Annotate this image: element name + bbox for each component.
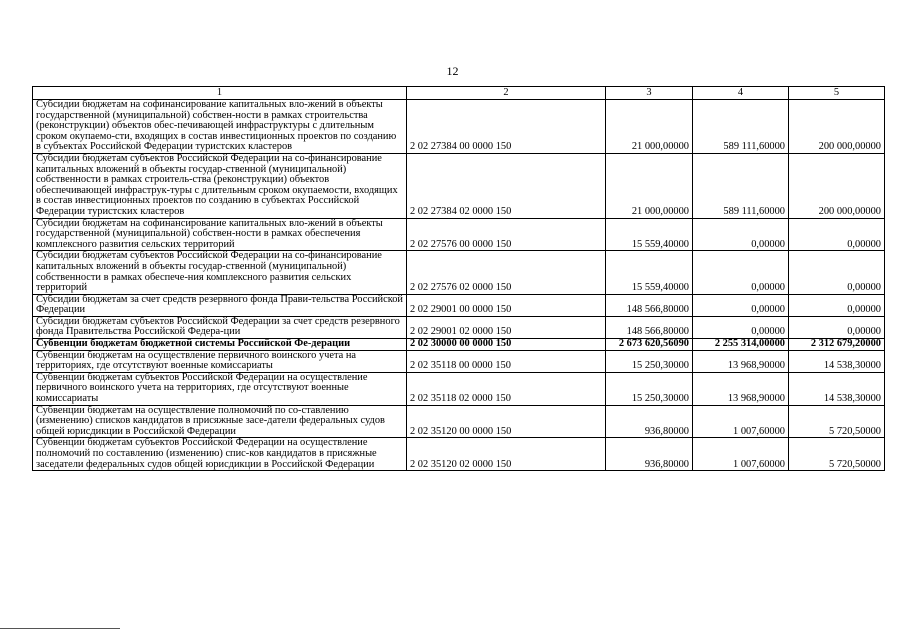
row-value-4-cell: 13 968,90000 bbox=[693, 350, 789, 372]
row-value-3-cell: 21 000,00000 bbox=[606, 100, 693, 154]
row-code-cell: 2 02 30000 00 0000 150 bbox=[407, 339, 606, 351]
row-value-4-cell: 1 007,60000 bbox=[693, 405, 789, 438]
row-value-5-cell: 200 000,00000 bbox=[789, 100, 885, 154]
row-value-5-cell: 0,00000 bbox=[789, 294, 885, 316]
row-name-cell: Субсидии бюджетам субъектов Российской Федерации за счет средств резервного фонда Правительства Российской Федера-ции bbox=[33, 316, 407, 338]
row-value-5-cell: 200 000,00000 bbox=[789, 153, 885, 218]
row-name-cell: Субсидии бюджетам на софинансирование капитальных вло-жений в объекты государственной (муниципальной) собствен-ности в рамках обеспечения комплексного развития сельских территорий bbox=[33, 218, 407, 251]
row-value-4-cell: 0,00000 bbox=[693, 316, 789, 338]
page-number: 12 bbox=[446, 64, 459, 78]
row-name-cell: Субсидии бюджетам за счет средств резервного фонда Прави-тельства Российской Федерации bbox=[33, 294, 407, 316]
row-value-4-cell: 0,00000 bbox=[693, 251, 789, 294]
row-name-cell: Субвенции бюджетам субъектов Российской Федерации на осуществление полномочий по составлению (изменению) спис-ков кандидатов в присяжные заседатели федеральных судов общей юрисдикции в Российской Федерации bbox=[33, 438, 407, 471]
row-value-3-cell: 15 559,40000 bbox=[606, 251, 693, 294]
row-value-4-cell: 589 111,60000 bbox=[693, 100, 789, 154]
table-row bbox=[33, 372, 885, 405]
row-value-5-cell: 5 720,50000 bbox=[789, 438, 885, 471]
header-row bbox=[33, 87, 885, 100]
row-value-4-cell: 13 968,90000 bbox=[693, 372, 789, 405]
row-value-5-cell: 5 720,50000 bbox=[789, 405, 885, 438]
row-value-5-cell: 2 312 679,20000 bbox=[789, 339, 885, 351]
table-row bbox=[33, 350, 885, 372]
row-value-3-cell: 936,80000 bbox=[606, 405, 693, 438]
budget-table bbox=[32, 86, 885, 471]
row-name-cell: Субвенции бюджетам бюджетной системы Российской Фе-дерации bbox=[33, 339, 407, 351]
row-value-4-cell: 2 255 314,00000 bbox=[693, 339, 789, 351]
column-header-3: 3 bbox=[606, 87, 693, 100]
row-value-3-cell: 2 673 620,56090 bbox=[606, 339, 693, 351]
row-value-3-cell: 148 566,80000 bbox=[606, 316, 693, 338]
row-code-cell: 2 02 27576 00 0000 150 bbox=[407, 218, 606, 251]
row-value-5-cell: 14 538,30000 bbox=[789, 350, 885, 372]
table-row bbox=[33, 405, 885, 438]
row-value-5-cell: 0,00000 bbox=[789, 251, 885, 294]
row-value-3-cell: 15 559,40000 bbox=[606, 218, 693, 251]
row-value-5-cell: 0,00000 bbox=[789, 218, 885, 251]
table-row bbox=[33, 294, 885, 316]
row-value-4-cell: 0,00000 bbox=[693, 218, 789, 251]
row-code-cell: 2 02 29001 00 0000 150 bbox=[407, 294, 606, 316]
table-row bbox=[33, 438, 885, 471]
row-code-cell: 2 02 27576 02 0000 150 bbox=[407, 251, 606, 294]
column-header-5: 5 bbox=[789, 87, 885, 100]
row-code-cell: 2 02 35120 02 0000 150 bbox=[407, 438, 606, 471]
row-value-5-cell: 0,00000 bbox=[789, 316, 885, 338]
row-code-cell: 2 02 35118 00 0000 150 bbox=[407, 350, 606, 372]
row-value-4-cell: 589 111,60000 bbox=[693, 153, 789, 218]
row-name-cell: Субвенции бюджетам на осуществление первичного воинского учета на территориях, где отсутствуют военные комиссариаты bbox=[33, 350, 407, 372]
row-value-3-cell: 148 566,80000 bbox=[606, 294, 693, 316]
row-name-cell: Субсидии бюджетам субъектов Российской Федерации на со-финансирование капитальных вложений в объекты государ-ственной (муниципальной) собственности в рамках строитель-ства (реконструкции) объектов обеспечивающей инфраструк-туры с длительным сроком окупаемости, входящих в состав инвестиционных проектов по созданию в субъектах Российской Федерации туристских кластеров bbox=[33, 153, 407, 218]
row-code-cell: 2 02 29001 02 0000 150 bbox=[407, 316, 606, 338]
row-value-5-cell: 14 538,30000 bbox=[789, 372, 885, 405]
row-name-cell: Субвенции бюджетам на осуществление полномочий по со-ставлению (изменению) списков кандидатов в присяжные засе-датели федеральных судов общей юрисдикции в Российской Федерации bbox=[33, 405, 407, 438]
table-row bbox=[33, 339, 885, 351]
table-body bbox=[33, 100, 885, 471]
row-value-4-cell: 1 007,60000 bbox=[693, 438, 789, 471]
row-name-cell: Субвенции бюджетам субъектов Российской Федерации на осуществление первичного воинского учета на территориях, где отсутствуют военные комиссариаты bbox=[33, 372, 407, 405]
row-name-cell: Субсидии бюджетам субъектов Российской Федерации на со-финансирование капитальных вложений в объекты государ-ственной (муниципальной) собственности в рамках обеспече-ния комплексного развития сельских территорий bbox=[33, 251, 407, 294]
row-code-cell: 2 02 35118 02 0000 150 bbox=[407, 372, 606, 405]
row-code-cell: 2 02 27384 02 0000 150 bbox=[407, 153, 606, 218]
table-row bbox=[33, 100, 885, 154]
row-code-cell: 2 02 35120 00 0000 150 bbox=[407, 405, 606, 438]
row-value-3-cell: 15 250,30000 bbox=[606, 372, 693, 405]
column-header-1: 1 bbox=[33, 87, 407, 100]
row-value-3-cell: 15 250,30000 bbox=[606, 350, 693, 372]
row-name-cell: Субсидии бюджетам на софинансирование капитальных вло-жений в объекты государственной (муниципальной) собствен-ности в рамках строительства (реконструкции) объектов обес-печивающей инфраструктуры с длительным сроком окупаемо-сти, входящих в состав инвестиционных проектов по созданию в субъектах Российской Федерации туристских кластеров bbox=[33, 100, 407, 154]
row-value-3-cell: 21 000,00000 bbox=[606, 153, 693, 218]
table-row bbox=[33, 316, 885, 338]
column-header-4: 4 bbox=[693, 87, 789, 100]
footer-divider bbox=[0, 628, 120, 629]
table-row bbox=[33, 218, 885, 251]
row-value-4-cell: 0,00000 bbox=[693, 294, 789, 316]
table-row bbox=[33, 251, 885, 294]
column-header-2: 2 bbox=[407, 87, 606, 100]
row-code-cell: 2 02 27384 00 0000 150 bbox=[407, 100, 606, 154]
table-row bbox=[33, 153, 885, 218]
row-value-3-cell: 936,80000 bbox=[606, 438, 693, 471]
